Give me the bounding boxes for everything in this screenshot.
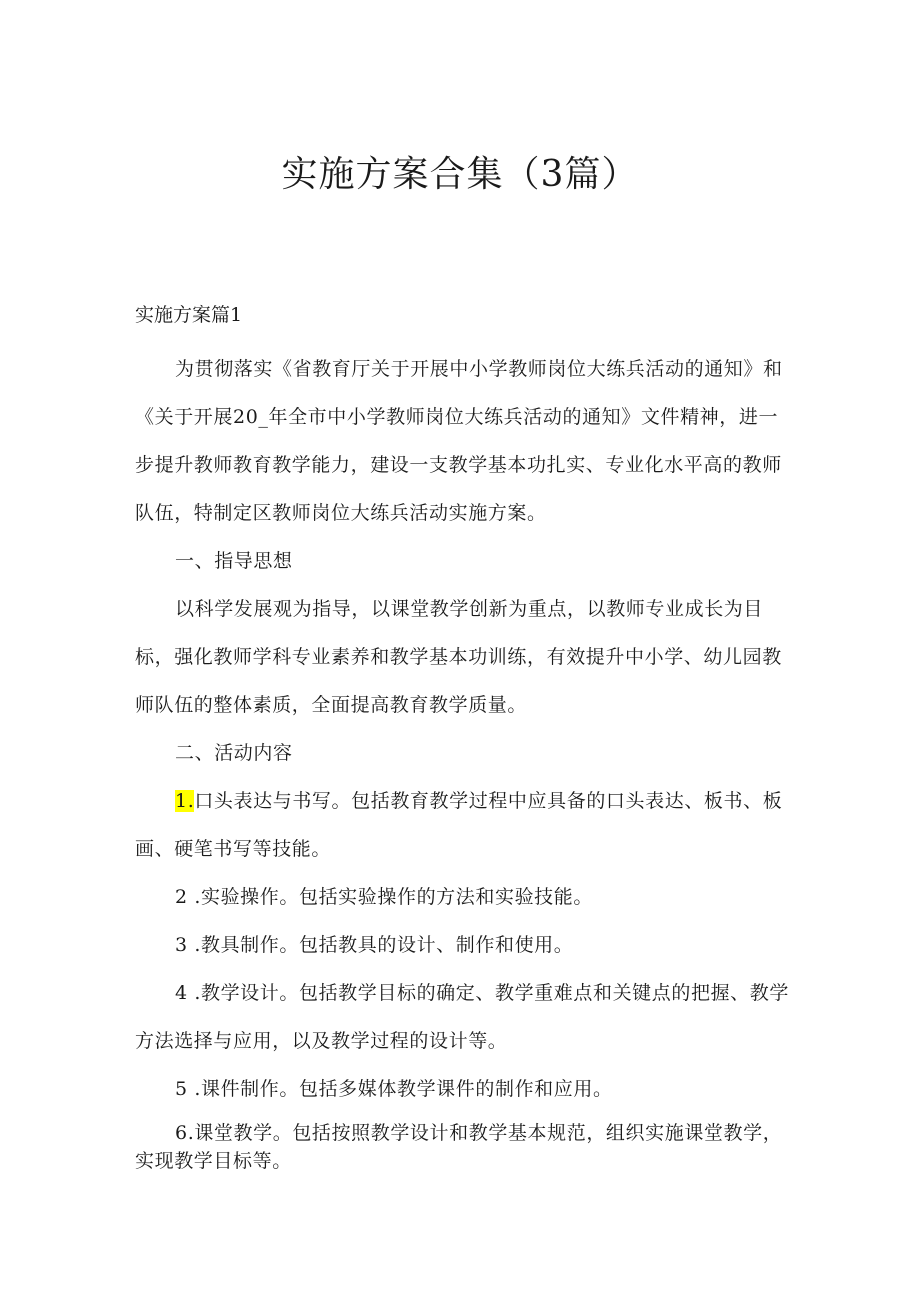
paragraph-guiding-thought: 以科学发展观为指导，以课堂教学创新为重点，以教师专业成长为目标，强化教师学科专业素养和教学基本功训练，有效提升中小学、幼儿园教师队伍的整体素质，全面提高教育教学质量。 (135, 598, 782, 716)
list-item-3: 3 .教具制作。包括教具的设计、制作和使用。 (175, 934, 574, 956)
list-item-5: 5 .课件制作。包括多媒体教学课件的制作和应用。 (175, 1078, 613, 1100)
heading-activity-content: 二、活动内容 (175, 742, 293, 764)
list-item-2: 2 .实验操作。包括实验操作的方法和实验技能。 (175, 886, 593, 908)
document-title: 实施方案合集（3篇） (281, 154, 639, 195)
list-item-4: 4 .教学设计。包括教学目标的确定、教学重难点和关键点的把握、教学方法选择与应用，以及教学过程的设计等。 (135, 982, 789, 1052)
document-body (135, 345, 795, 1175)
list-item-6: 6.课堂教学。包括按照教学设计和教学基本规范，组织实施课堂教学，实现教学目标等。 (135, 1122, 783, 1172)
list-item-1 (135, 777, 795, 873)
highlighted-number: 1. (175, 790, 195, 812)
section-heading: 实施方案篇1 (135, 304, 243, 326)
heading-guiding-thought: 一、指导思想 (175, 550, 293, 572)
list-item-1-text: 口头表达与书写。包括教育教学过程中应具备的口头表达、板书、板画、硬笔书写等技能。 (135, 790, 783, 860)
paragraph-intro: 为贯彻落实《省教育厅关于开展中小学教师岗位大练兵活动的通知》和《关于开展20_年全市中小学教师岗位大练兵活动的通知》文件精神，进一步提升教师教育教学能力，建设一支教学基本功扎实、专业化水平高的教师队伍，特制定区教师岗位大练兵活动实施方案。 (135, 358, 783, 524)
